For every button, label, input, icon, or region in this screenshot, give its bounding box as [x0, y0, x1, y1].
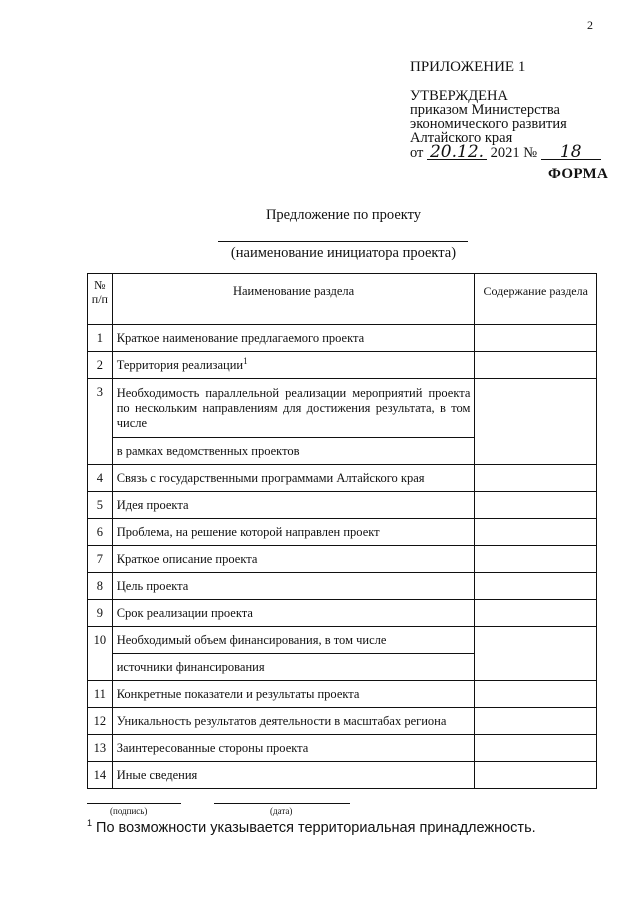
row-name: [112, 352, 475, 379]
row-num: 9: [88, 600, 113, 627]
header-name: Наименование раздела: [112, 274, 475, 325]
footnote-text: По возможности указывается территориальная принадлежность.: [96, 819, 536, 836]
footnote: [87, 818, 536, 836]
header-content: Содержание раздела: [475, 274, 597, 325]
row-num: 10: [88, 627, 113, 681]
date-prefix: от: [410, 145, 424, 161]
row-num: 7: [88, 546, 113, 573]
handwritten-date: 20.12.: [427, 145, 487, 160]
row-subname: в рамках ведомственных проектов: [112, 438, 475, 465]
row-content-cell[interactable]: [475, 600, 597, 627]
approved-label: УТВЕРЖДЕНА: [410, 88, 508, 104]
table-row: [88, 325, 597, 352]
signature-line: [87, 803, 181, 804]
table-row: [88, 681, 597, 708]
year: 2021: [490, 145, 520, 161]
row-name: Связь с государственными программами Алтайского края: [112, 465, 475, 492]
row-num: 6: [88, 519, 113, 546]
row-name-text: Территория реализации: [116, 358, 244, 373]
row-content-cell[interactable]: [475, 627, 597, 681]
approval-block: [410, 60, 620, 160]
row-name: Идея проекта: [112, 492, 475, 519]
approval-line-2: экономического развития: [410, 116, 567, 132]
row-num: 14: [88, 762, 113, 789]
table-row: [88, 519, 597, 546]
row-content-cell[interactable]: [475, 762, 597, 789]
row-name: Заинтересованные стороны проекта: [112, 735, 475, 762]
table-header-row: [88, 274, 597, 325]
appendix-label: ПРИЛОЖЕНИЕ 1: [410, 59, 526, 75]
row-name: Краткое описание проекта: [112, 546, 475, 573]
header-num: № п/п: [88, 274, 113, 325]
table-row: [88, 546, 597, 573]
row-num: 11: [88, 681, 113, 708]
row-content-cell[interactable]: [475, 546, 597, 573]
row-content-cell[interactable]: [475, 379, 597, 465]
initiator-caption: (наименование инициатора проекта): [230, 245, 457, 261]
footnote-number: 1: [87, 818, 93, 828]
initiator-underline: [218, 241, 468, 242]
handwritten-number: 18: [541, 145, 601, 160]
row-subname: источники финансирования: [112, 654, 475, 681]
row-content-cell[interactable]: [475, 708, 597, 735]
row-name: Проблема, на решение которой направлен проект: [112, 519, 475, 546]
row-num: 5: [88, 492, 113, 519]
approval-line-1: приказом Министерства: [410, 102, 560, 118]
approval-line-3: Алтайского края: [410, 130, 513, 146]
row-name: Иные сведения: [112, 762, 475, 789]
table-row: [88, 379, 597, 438]
row-content-cell[interactable]: [475, 352, 597, 379]
row-content-cell[interactable]: [475, 735, 597, 762]
row-name: Конкретные показатели и результаты проекта: [112, 681, 475, 708]
document-title: Предложение по проекту: [265, 207, 422, 223]
row-name: Необходимый объем финансирования, в том числе: [112, 627, 475, 654]
row-num: 8: [88, 573, 113, 600]
row-name: Срок реализации проекта: [112, 600, 475, 627]
row-num: 13: [88, 735, 113, 762]
page-number: 2: [587, 18, 593, 32]
table-row: [88, 600, 597, 627]
table-row: [88, 762, 597, 789]
row-content-cell[interactable]: [475, 492, 597, 519]
table-row: [88, 352, 597, 379]
row-num: 3: [88, 379, 113, 465]
row-name: Цель проекта: [112, 573, 475, 600]
row-content-cell[interactable]: [475, 465, 597, 492]
row-num: 1: [88, 325, 113, 352]
row-content-cell[interactable]: [475, 573, 597, 600]
table-row: [88, 627, 597, 654]
table-row: [88, 492, 597, 519]
date-line: [214, 803, 350, 804]
row-content-cell[interactable]: [475, 519, 597, 546]
row-num: 12: [88, 708, 113, 735]
table-row: [88, 573, 597, 600]
row-name: Необходимость параллельной реализации мероприятий проекта по нескольким направлениям для достижения результата, в том числе: [112, 379, 475, 438]
proposal-table: [87, 273, 597, 789]
date-caption: (дата): [270, 806, 293, 816]
row-num: 2: [88, 352, 113, 379]
table-row: [88, 735, 597, 762]
row-content-cell[interactable]: [475, 325, 597, 352]
row-content-cell[interactable]: [475, 681, 597, 708]
row-num: 4: [88, 465, 113, 492]
row-name: Уникальность результатов деятельности в масштабах региона: [112, 708, 475, 735]
signature-caption: (подпись): [110, 806, 148, 816]
row-name: Краткое наименование предлагаемого проекта: [112, 325, 475, 352]
table-row: [88, 465, 597, 492]
form-label: ФОРМА: [548, 166, 609, 182]
approval-date-line: [410, 142, 620, 162]
number-sign: №: [523, 145, 538, 161]
table-row: [88, 708, 597, 735]
footnote-mark: 1: [243, 356, 248, 367]
